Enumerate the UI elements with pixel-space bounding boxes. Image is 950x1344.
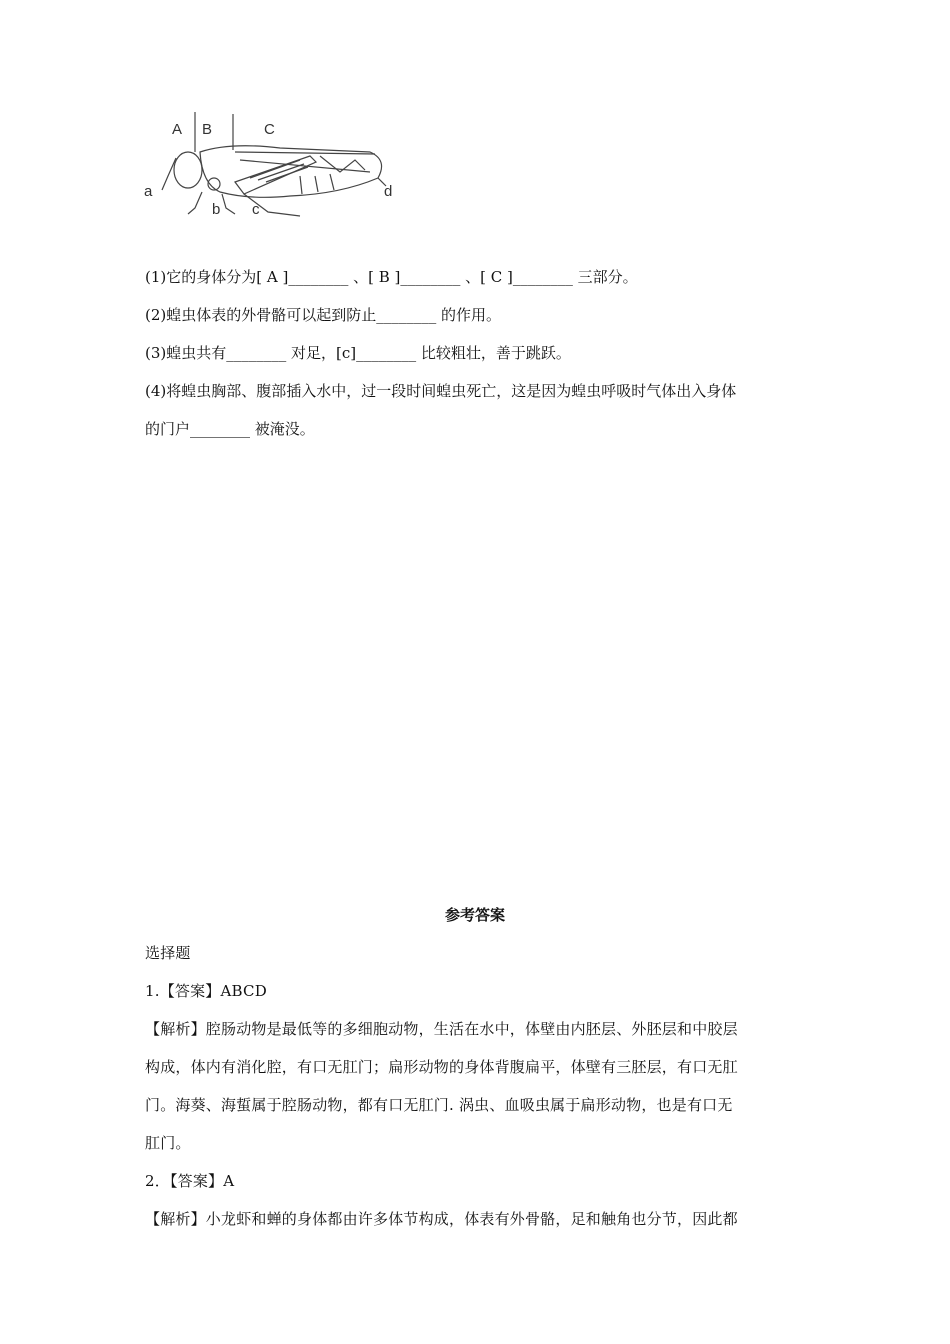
analysis-1-line-2: 构成，体内有消化腔，有口无肛门；扁形动物的身体背腹扁平，体壁有三胚层，有口无肛 [145,1058,738,1076]
question-4-line-1: (4)将蝗虫胸部、腹部插入水中，过一段时间蝗虫死亡，这是因为蝗虫呼吸时气体出入身体 [145,382,737,400]
answers-section: 选择题 [145,944,191,962]
label-C: C [264,121,275,138]
question-1: (1)它的身体分为[ A ]________ 、[ B ]________ 、[ C ]________ 三部分。 [145,268,638,286]
grasshopper-diagram [140,112,400,232]
answer-2: 2．【答案】A [145,1172,235,1190]
analysis-1-line-3: 门。海葵、海蜇属于腔肠动物，都有口无肛门. 涡虫、血吸虫属于扁形动物，也是有口无 [145,1096,733,1114]
label-d: d [384,183,393,200]
label-B: B [202,121,213,138]
question-2: (2)蝗虫体表的外骨骼可以起到防止________ 的作用。 [145,306,502,324]
analysis-1-line-4: 肛门。 [145,1134,191,1152]
question-3: (3)蝗虫共有________ 对足，[c]________ 比较粗壮，善于跳跃。 [145,344,571,362]
answer-1: 1.【答案】ABCD [145,982,267,1000]
analysis-2-line-1: 【解析】小龙虾和蝉的身体都由许多体节构成，体表有外骨骼，足和触角也分节，因此都 [145,1210,738,1228]
analysis-1-line-1: 【解析】腔肠动物是最低等的多细胞动物，生活在水中，体壁由内胚层、外胚层和中胶层 [145,1020,738,1038]
label-a: a [144,183,153,200]
label-A: A [172,121,183,138]
question-4-line-2: 的门户________ 被淹没。 [145,420,315,438]
answers-heading: 参考答案 [444,906,505,924]
label-b: b [212,201,221,218]
label-c: c [252,201,260,218]
